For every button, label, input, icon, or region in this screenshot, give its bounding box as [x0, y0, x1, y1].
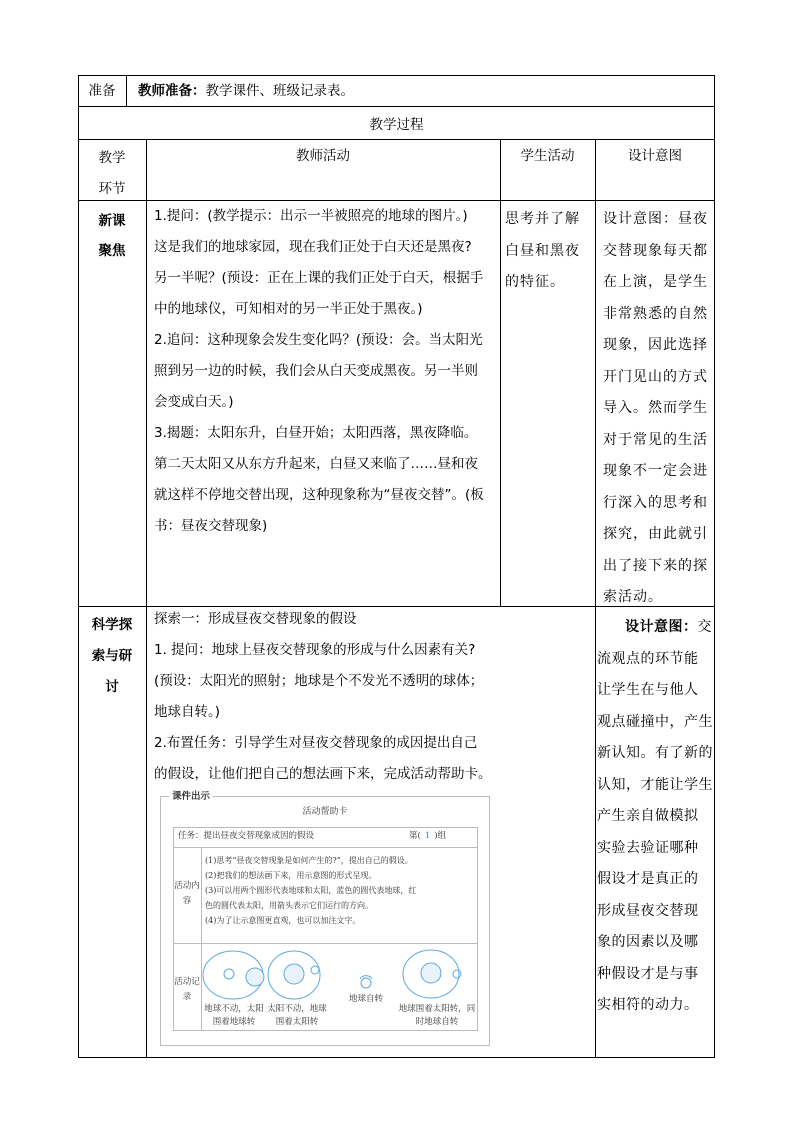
text-line: 实相符的动力。	[597, 997, 699, 1013]
row1-stage-line2: 聚焦	[98, 243, 126, 259]
text-line: 现象，因此选择	[603, 337, 708, 353]
hypothesis-2-label: 太阳不动，地球围着太阳转	[267, 1004, 327, 1027]
group-number: 1	[424, 831, 431, 841]
header-design: 设计意图	[628, 148, 682, 164]
row2-teacher-activity	[154, 604, 500, 790]
text-line: 行深入的思考和	[603, 494, 708, 511]
text-line: 会变成白天。)	[154, 394, 234, 410]
content-label: 活动内容	[174, 881, 200, 906]
row1-teacher-activity	[154, 201, 500, 542]
text-line: 探究，由此就引	[603, 526, 708, 542]
text-line: 索活动。	[603, 589, 663, 605]
text-line: 认知，才能让学生	[597, 776, 713, 793]
header-student: 学生活动	[520, 148, 575, 164]
card-task: 任务：提出昼夜交替现象成因的假设	[178, 831, 315, 841]
text-line: 书：昼夜交替现象)	[154, 518, 268, 534]
text-line: 设计意图：昼夜	[603, 211, 708, 227]
row2-stage	[78, 610, 146, 703]
text-line: (3)可以用两个圆形代表地球和太阳，蓝色的圆代表地球，红	[205, 886, 417, 895]
text-line: 色的圆代表太阳，用箭头表示它们运行的方向。	[205, 901, 373, 910]
text-line: 思考并了解	[505, 211, 580, 227]
card-title: 活动帮助卡	[302, 807, 348, 817]
text-line: 1.提问：(教学提示：出示一半被照亮的地球的图片。)	[154, 208, 468, 224]
header-stage	[78, 143, 146, 205]
text-line: 流观点的环节能	[597, 650, 699, 667]
text-line: 中的地球仪，可知相对的另一半正处于黑夜。)	[154, 301, 423, 317]
courseware-tag: 课件出示	[169, 788, 213, 802]
text-line: 产生亲自做模拟	[597, 808, 699, 824]
row1-stage	[78, 206, 146, 266]
text-line: (1)思考“昼夜交替现象是如何产生的?”，提出自己的假设。	[205, 856, 413, 865]
process-title: 教学过程	[369, 117, 424, 133]
group-prefix: 第(	[409, 831, 421, 841]
text-line: 探索一：形成昼夜交替现象的假设	[154, 611, 357, 627]
text-line: 新认知。有了新的	[597, 745, 713, 761]
text-line: 假设才是真正的	[597, 871, 699, 887]
hypothesis-4-label: 地球围着太阳转，同时地球自转	[398, 1004, 476, 1027]
content-lines	[205, 853, 477, 928]
text-line: 实验去验证哪种	[597, 839, 699, 856]
text-line: 1. 提问：地球上昼夜交替现象的形成与什么因素有关?	[154, 642, 476, 658]
prep-content	[138, 80, 354, 102]
text-line: (预设：太阳光的照射；地球是个不发光不透明的球体；	[154, 673, 484, 689]
design-first: 交	[697, 619, 712, 635]
text-line: 2.布置任务：引导学生对昼夜交替现象的成因提出自己	[154, 735, 478, 751]
text-line: 地球自转。)	[154, 704, 221, 720]
header-teacher: 教师活动	[296, 148, 350, 164]
text-line: 的假设，让他们把自己的想法画下来，完成活动帮助卡。	[154, 766, 492, 782]
text-line: 非常熟悉的自然	[603, 305, 708, 322]
text-line: 在上演，是学生	[603, 274, 708, 290]
group-suffix: )组	[434, 831, 447, 841]
text-line: 白昼和黑夜	[505, 242, 580, 259]
hypothesis-3-drawing	[360, 976, 372, 988]
record-label: 活动记录	[174, 977, 200, 1002]
row1-student-activity	[505, 204, 595, 299]
text-line: 导入。然而学生	[603, 400, 708, 416]
row2-stage-line2: 索与研	[91, 648, 133, 664]
text-line: 让学生在与他人	[597, 682, 699, 698]
text-line: 开门见山的方式	[603, 368, 708, 385]
text-line: 第二天太阳又从东方升起来，白昼又来临了……昼和夜	[154, 456, 478, 472]
hypothesis-1-label: 地球不动，太阳围着地球转	[204, 1004, 264, 1027]
text-line: (2)把我们的想法画下来，用示意图的形式呈现。	[205, 871, 377, 880]
text-line: 照到另一边的时候，我们会从白天变成黑夜。另一半则	[154, 363, 478, 379]
text-line: 观点碰撞中，产生	[597, 713, 713, 730]
text-line: 对于常见的生活	[603, 431, 708, 448]
row2-stage-line3: 讨	[105, 679, 119, 695]
prep-label: 准备	[88, 83, 116, 99]
text-line: 种假设才是与事	[597, 965, 699, 982]
row2-stage-line1: 科学探	[91, 617, 133, 633]
hypothesis-4-drawing	[403, 950, 461, 998]
text-line: 象的因素以及哪	[597, 934, 699, 950]
text-line: 出了接下来的探	[603, 557, 708, 574]
activity-help-card	[160, 791, 490, 1046]
hypothesis-drawings	[201, 945, 477, 1007]
text-line: 就这样不停地交替出现，这种现象称为“昼夜交替”。(板	[154, 487, 484, 503]
teacher-prep-text: 教学课件、班级记录表。	[205, 83, 354, 99]
row1-design-intent	[603, 204, 715, 614]
text-line: 形成昼夜交替现	[597, 902, 699, 919]
text-line	[597, 612, 715, 644]
row2-design-intent	[597, 612, 715, 1022]
teacher-prep-label: 教师准备：	[138, 83, 206, 99]
row1-stage-line1: 新课	[98, 213, 126, 229]
hypothesis-1-drawing	[203, 951, 264, 999]
design-label: 设计意图：	[625, 619, 698, 635]
text-line: 2.追问：这种现象会发生变化吗？(预设：会。当太阳光	[154, 332, 483, 348]
header-stage-line1: 教学	[98, 150, 126, 166]
card-group	[409, 829, 446, 844]
text-line: (4)为了让示意图更直观，也可以加注文字。	[205, 916, 361, 925]
text-line: 这是我们的地球家园，现在我们正处于白天还是黑夜?	[154, 239, 472, 255]
text-line: 现象不一定会进	[603, 463, 708, 479]
text-line: 的特征。	[505, 274, 565, 290]
text-line: 3.揭题：太阳东升，白昼开始；太阳西落，黑夜降临。	[154, 425, 478, 441]
hypothesis-3-label: 地球自转	[348, 994, 383, 1004]
header-stage-line2: 环节	[98, 181, 126, 197]
text-line: 另一半呢？(预设：正在上课的我们正处于白天，根据手	[154, 270, 484, 286]
text-line: 交替现象每天都	[603, 242, 708, 259]
hypothesis-2-drawing	[268, 951, 320, 999]
